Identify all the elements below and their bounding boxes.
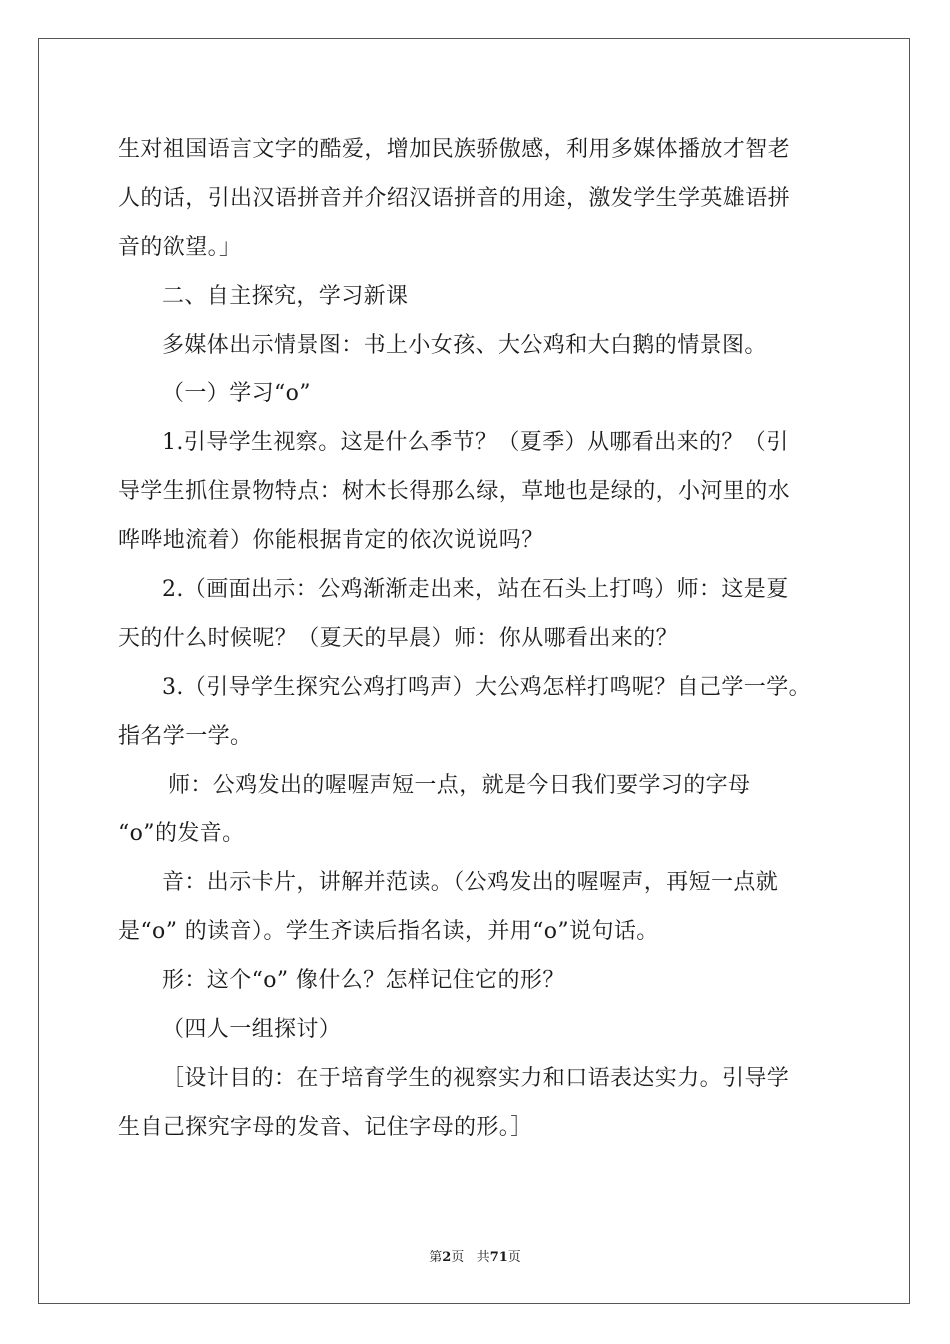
paragraph-line: “o”的发音。 [118,821,245,847]
subsection-heading: （一）学习“o” [162,381,311,407]
paragraph-line: 多媒体出示情景图：书上小女孩、大公鸡和大白鹅的情景图。 [162,332,767,358]
paragraph-line: 3.（引导学生探究公鸡打鸣声）大公鸡怎样打鸣呢？自己学一学。 [162,674,811,700]
document-body [118,126,836,1153]
section-heading: 二、自主探究，学习新课 [162,283,409,309]
page-suffix: 页 [451,1250,465,1265]
total-prefix: 共 [476,1250,490,1265]
paragraph-line: 指名学一学。 [118,723,253,749]
design-note: ［设计目的：在于培育学生的视察实力和口语表达实力。引导学 [162,1065,790,1091]
paragraph-line: 生对祖国语言文字的酷爱，增加民族骄傲感，利用多媒体播放才智老 [118,137,791,162]
page-footer [0,1246,950,1265]
paragraph-line: 是“o” 的读音）。学生齐读后指名读，并用“o”说句话。 [118,919,659,945]
paragraph-line: 音：出示卡片，讲解并范读。（公鸡发出的喔喔声，再短一点就 [162,870,779,896]
paragraph-line: 师：公鸡发出的喔喔声短一点，就是今日我们要学习的字母 [168,772,751,798]
paragraph-line: 2.（画面出示：公鸡渐渐走出来，站在石头上打鸣）师：这是夏 [162,577,789,603]
paragraph-line: （四人一组探讨） [162,1017,342,1043]
paragraph-line: 音的欲望。」 [118,234,242,260]
page-number: 2 [442,1250,452,1265]
paragraph-line: 天的什么时候呢？（夏天的早晨）师：你从哪看出来的？ [118,625,679,651]
design-note: 生自己探究字母的发音、记住字母的形。］ [118,1114,533,1140]
page-prefix: 第 [429,1250,443,1265]
total-pages: 71 [489,1250,508,1265]
paragraph-line: 1.引导学生视察。这是什么季节？（夏季）从哪看出来的？（引 [162,430,789,456]
paragraph-line: 哗哗地流着）你能根据肯定的依次说说吗？ [118,528,544,554]
paragraph-line: 导学生抓住景物特点：树木长得那么绿，草地也是绿的，小河里的水 [118,479,791,505]
paragraph-line: 人的话，引出汉语拼音并介绍汉语拼音的用途，激发学生学英雄语拼 [118,185,791,211]
paragraph-line: 形：这个“o” 像什么？怎样记住它的形？ [162,968,565,994]
total-suffix: 页 [507,1250,521,1265]
